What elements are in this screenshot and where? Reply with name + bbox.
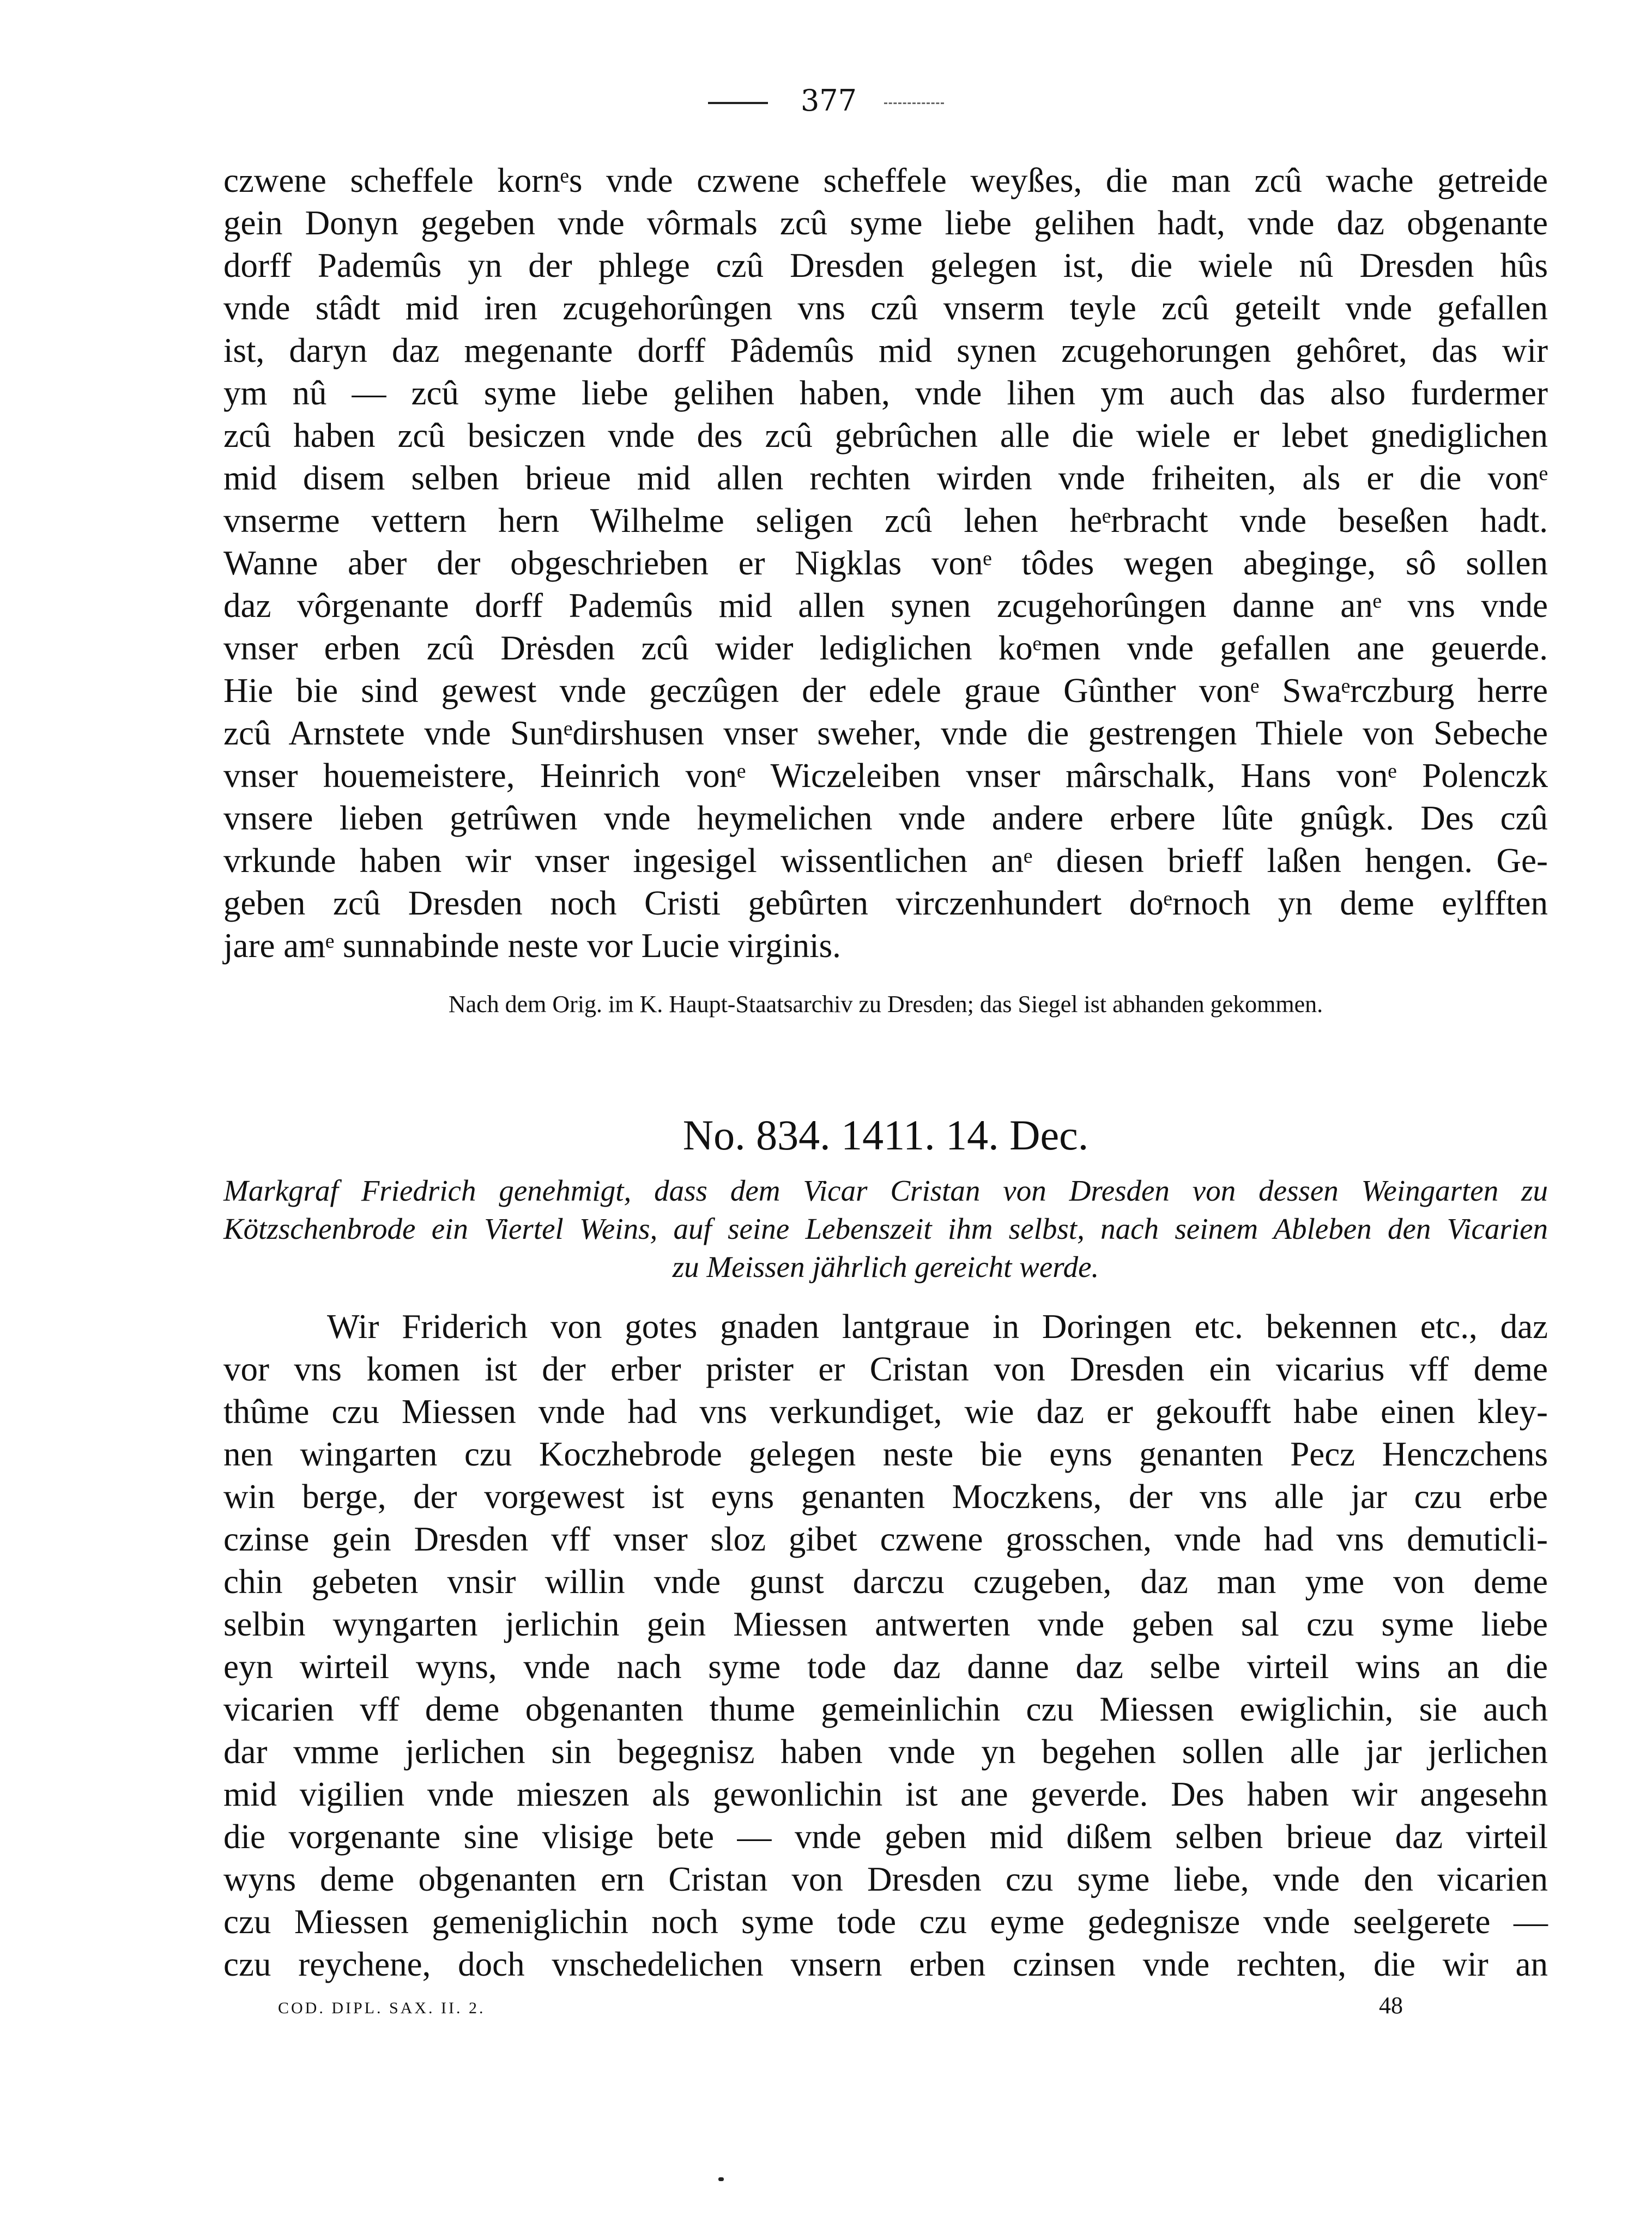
text-line: vor vns komen ist der erber prister er Cristan von Dresden ein vicarius vff deme [223,1350,1548,1388]
text-line: nen wingarten czu Koczhebrode gelegen neste bie eyns genanten Pecz Henczchens [223,1435,1548,1473]
page-number: 377 [800,83,857,118]
text-line: mid disem selben brieue mid allen rechten wirden vnde friheiten, als er die vonᵉ [223,459,1548,497]
text-line: zcû Arnstete vnde Sunᵉdirshusen vnser sweher, vnde die gestrengen Thiele von Sebeche [223,714,1548,752]
summary-line: zu Meissen jährlich gereicht werde. [672,1250,1099,1283]
header-rule-right [884,102,944,104]
text-line: vnde stâdt mid iren zcugehorûngen vns czû vnserm teyle zcû geteilt vnde gefallen [223,289,1548,327]
text-line: wyns deme obgenanten ern Cristan von Dresden czu syme liebe, vnde den vicarien [223,1860,1548,1898]
source-note: Nach dem Orig. im K. Haupt-Staatsarchiv zu Dresden; das Siegel ist abhanden gekommen. [448,991,1323,1018]
text-line: ist, daryn daz megenante dorff Pâdemûs mid synen zcugehorungen gehôret, das wir [223,331,1548,370]
text-line: geben zcû Dresden noch Cristi gebûrten virczenhundert doᵉrnoch yn deme eylfften [223,884,1548,922]
charter-text [223,1305,1548,1985]
text-line: czu reychene, doch vnschedelichen vnsern erben czinsen vnde rechten, die wir an [223,1945,1548,1983]
summary-line: Markgraf Friedrich genehmigt, dass dem Vicar Cristan von Dresden von dessen Weingarten zu [223,1174,1548,1207]
text-line: vnsere lieben getrûwen vnde heymelichen vnde andere erbere lûte gnûgk. Des czû [223,799,1548,837]
text-line: Hie bie sind gewest vnde geczûgen der edele graue Gûnther vonᵉ Swaᵉrczburg herre [223,671,1548,710]
text-line: gein Donyn gegeben vnde vôrmals zcû syme liebe gelihen hadt, vnde daz obgenante [223,204,1548,242]
text-line: vnser houemeistere, Heinrich vonᵉ Wiczeleiben vnser mârschalk, Hans vonᵉ Polenczk [223,756,1548,795]
footer-sheet-number: 48 [1379,1992,1403,2019]
text-line: thûme czu Miessen vnde had vns verkundiget, wie daz er gekoufft habe einen kley- [223,1392,1548,1431]
header-rule-left [708,102,768,104]
text-line: czinse gein Dresden vff vnser sloz gibet czwene grosschen, vnde had vns demuticli- [223,1520,1548,1558]
text-line: ym nû — zcû syme liebe gelihen haben, vnde lihen ym auch das also furdermer [223,374,1548,412]
summary-line: Kötzschenbrode ein Viertel Weins, auf seine Lebenszeit ihm selbst, nach seinem Ableben den Vicarien [223,1212,1548,1245]
text-line: zcû haben zcû besiczen vnde des zcû gebrûchen alle die wiele er lebet gnediglichen [223,416,1548,455]
page-header [0,82,1652,120]
text-line: vnserme vettern hern Wilhelme seligen zcû lehen heᵉrbracht vnde beseßen hadt. [223,501,1548,540]
text-line: jare amᵉ sunnabinde neste vor Lucie virginis. [223,927,841,965]
text-line: vicarien vff deme obgenanten thume gemeinlichin czu Miessen ewiglichin, sie auch [223,1690,1548,1728]
footer-signature: COD. DIPL. SAX. II. 2. [278,1999,486,2017]
text-line: selbin wyngarten jerlichin gein Miessen antwerten vnde geben sal czu syme liebe [223,1605,1548,1643]
text-line: win berge, der vorgewest ist eyns genanten Moczkens, der vns alle jar czu erbe [223,1478,1548,1516]
text-line: chin gebeten vnsir willin vnde gunst darczu czugeben, daz man yme von deme [223,1563,1548,1601]
charter-text-continued [223,159,1548,967]
text-line: vrkunde haben wir vnser ingesigel wissentlichen anᵉ diesen brieff laßen hengen. Ge- [223,841,1548,880]
document-heading: No. 834. 1411. 14. Dec. [682,1111,1089,1159]
text-line: Wir Friderich von gotes gnaden lantgraue in Doringen etc. bekennen etc., daz [327,1307,1548,1346]
text-line: dar vmme jerlichen sin begegnisz haben vnde yn begehen sollen alle jar jerlichen [223,1733,1548,1771]
text-line: eyn wirteil wyns, vnde nach syme tode daz danne daz selbe virteil wins an die [223,1648,1548,1686]
scan-speck [718,2177,724,2181]
text-line: dorff Pademûs yn der phlege czû Dresden gelegen ist, die wiele nû Dresden hûs [223,246,1548,284]
text-line: mid vigilien vnde mieszen als gewonlichin ist ane geverde. Des haben wir angesehn [223,1775,1548,1813]
document-summary [223,1172,1548,1286]
text-line: vnser erben zcû Drėsden zcû wider lediglichen koᵉmen vnde gefallen ane geuerde. [223,629,1548,667]
text-line: die vorgenante sine vlisige bete — vnde geben mid dißem selben brieue daz virteil [223,1818,1548,1856]
text-line: daz vôrgenante dorff Pademûs mid allen synen zcugehorûngen danne anᵉ vns vnde [223,586,1548,625]
text-line: Wanne aber der obgeschrieben er Nigklas vonᵉ tôdes wegen abeginge, sô sollen [223,544,1548,582]
text-line: czwene scheffele kornᵉs vnde czwene scheffele weyßes, die man zcû wache getreide [223,161,1548,199]
text-line: czu Miessen gemeniglichin noch syme tode czu eyme gedegnisze vnde seelgerete — [223,1903,1548,1941]
